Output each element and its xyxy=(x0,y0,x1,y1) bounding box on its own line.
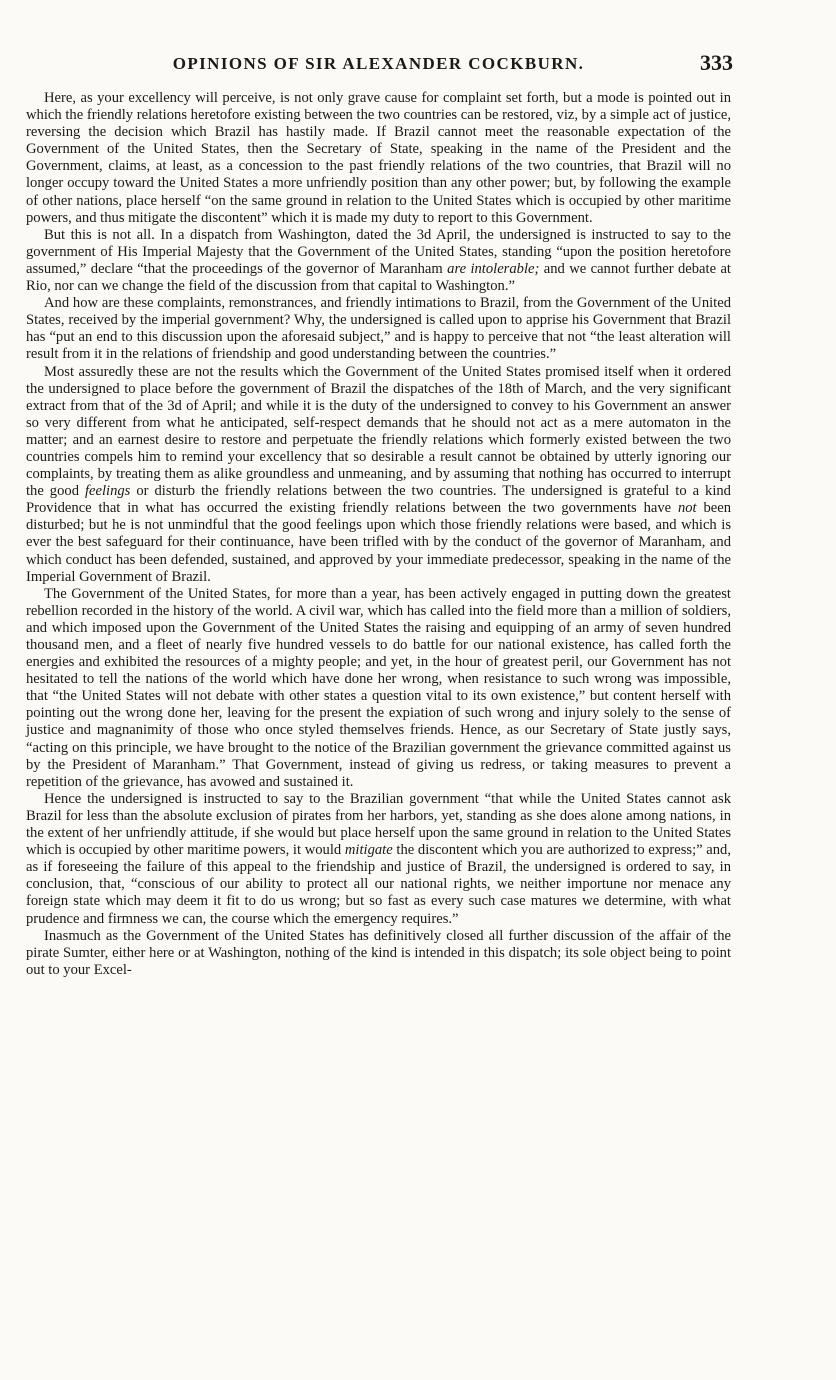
paragraph: Most assuredly these are not the results which the Government of the United States promised itself when it ordered the undersigned to place before the government of Brazil the dispatches of the 18th of March, and the very significant extract from that of the 3d of April; and while it is the duty of the undersigned to convey to his Government an answer so very different from what he anticipated, self-respect demands that he should not act as a mere automaton in the matter; and an earnest desire to restore and perpetuate the friendly relations which formerly existed between the two countries compels him to remind your excellency that so desirable a result cannot be obtained by utterly ignoring our complaints, by treating them as alike groundless and unmeaning, and by assuming that nothing has occurred to interrupt the good feelings or disturb the friendly relations between the two countries. The undersigned is grateful to a kind Providence that in what has occurred the existing friendly relations between the two governments have not been disturbed; but he is not unmindful that the good feelings upon which those friendly relations were based, and which is ever the best safeguard for their continuance, have been trifled with by the conduct of the governor of Maranham, and which conduct has been defended, sustained, and approved by your immediate predecessor, speaking in the name of the Imperial Government of Brazil. xyxy=(26,363,731,585)
paragraph: Hence the undersigned is instructed to say to the Brazilian government “that while the United States cannot ask Brazil for less than the absolute exclusion of pirates from her harbors, yet, standing as she does alone among nations, in the extent of her unfriendly attitude, if she would but place herself upon the same ground in relation to the United States which is occupied by other maritime powers, it would mitigate the discontent which you are authorized to express;” and, as if foreseeing the failure of this appeal to the friendship and justice of Brazil, the undersigned is ordered to say, in conclusion, that, “conscious of our ability to protect all our national rights, we neither importune nor menace any foreign state which may deem it fit to do us wrong; but so fast as every such case matures we determine, with what prudence and firmness we can, the course which the emergency requires.” xyxy=(26,790,732,927)
paragraph: Here, as your excellency will perceive, is not only grave cause for complaint set forth, but a mode is pointed out in which the friendly relations heretofore existing between the two countries can be restored, viz, by a simple act of justice, reversing the decision which Brazil has hastily made. If Brazil cannot meet the reasonable expectation of the Government of the United States, then the Secretary of State, speaking in the name of the President and the Government, claims, at least, as a concession to the past friendly relations of the two countries, that Brazil will no longer occupy toward the United States a more unfriendly position than any other power; but, by following the example of other nations, place herself “on the same ground in relation to the United States which is occupied by other maritime powers, and thus mitigate the discontent” which it is made my duty to report to this Government. xyxy=(26,90,731,226)
paragraph: The Government of the United States, for more than a year, has been actively engaged in putting down the greatest rebellion recorded in the history of the world. A civil war, which has called into the field more than a million of soldiers, and which imposed upon the Government of the United States the raising and equipping of an army of seven hundred thousand men, and a fleet of nearly five hundred vessels to do battle for our national existence, has called forth the energies and exhibited the resources of a mighty people; and yet, in the hour of greatest peril, our Government has not hesitated to tell the nations of the world which have done her wrong, when resistance to such wrong was impossible, that “the United States will not debate with other states a question vital to its own existence,” but content herself with pointing out the wrong done her, leaving for the present the expiation of such wrong and injury solely to the sense of justice and magnanimity of those who once styled themselves friends. Hence, as our Secretary of State justly says, “acting on this principle, we have brought to the notice of the Brazilian government the grievance committed against us by the President of Maranham.” That Government, instead of giving us redress, or taking measures to prevent a repetition of the grievance, has avowed and sustained it. xyxy=(26,585,731,790)
paragraph: And how are these complaints, remonstrances, and friendly intimations to Brazil, from the Government of the United States, received by the imperial government? Why, the undersigned is called upon to apprise his Government that Brazil has “put an end to this discussion upon the aforesaid subject,” and is happy to perceive that not “the least alteration will result from it in the relations of friendship and good understanding between the countries.” xyxy=(26,295,731,363)
running-title: OPINIONS OF SIR ALEXANDER COCKBURN. xyxy=(172,54,585,73)
page-header xyxy=(26,50,733,90)
paragraph: Inasmuch as the Government of the United States has definitively closed all further discussion of the affair of the pirate Sumter, either here or at Washington, nothing of the kind is intended in this dispatch; its sole object being to point out to your Excel- xyxy=(26,927,731,978)
paragraph: But this is not all. In a dispatch from Washington, dated the 3d April, the undersigned is instructed to say to the government of His Imperial Majesty that the Government of the United States, standing “upon the position heretofore assumed,” declare “that the proceedings of the governor of Maranham are intolerable; and we cannot further debate at Rio, nor can we change the field of the discussion from that capital to Washington.” xyxy=(26,226,731,295)
body-text xyxy=(26,90,731,979)
page-number: 333 xyxy=(700,50,733,75)
